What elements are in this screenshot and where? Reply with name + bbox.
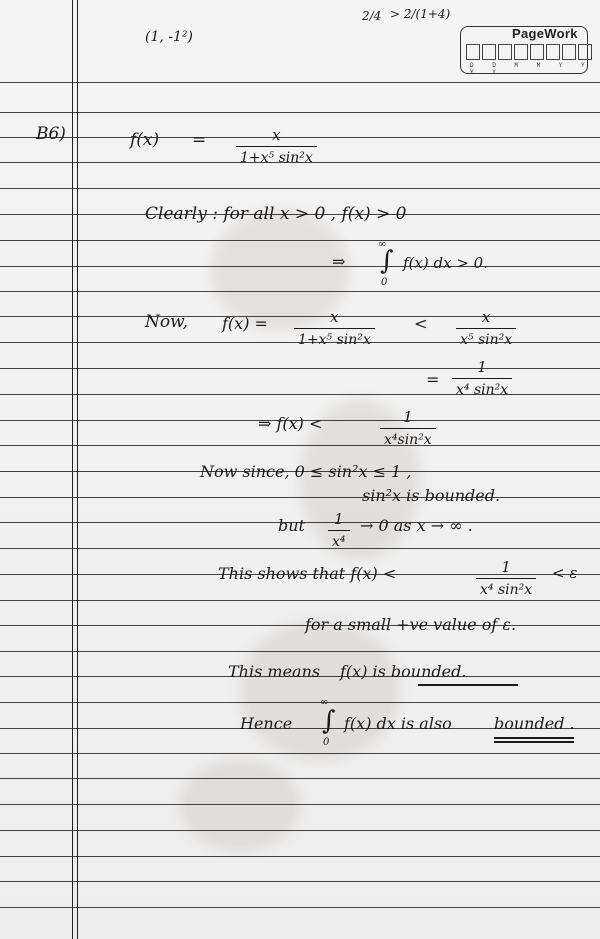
fraction-numerator: 1 <box>501 558 511 576</box>
date-cell <box>546 44 560 60</box>
fraction-numerator: 1 <box>477 358 487 376</box>
paper-stain <box>240 620 400 760</box>
ruled-line <box>0 651 600 652</box>
fraction-denominator: 1+x⁵ sin²x <box>298 332 371 348</box>
fraction <box>380 408 436 448</box>
date-cell <box>514 44 528 60</box>
paper-stain <box>180 760 300 850</box>
ruled-line <box>0 548 600 549</box>
fraction <box>476 558 536 598</box>
less-than-epsilon: < ε <box>552 564 578 582</box>
fraction-numerator: x <box>481 308 491 326</box>
margin-line <box>77 0 78 939</box>
hence-label: Hence <box>240 714 293 733</box>
date-cell <box>482 44 496 60</box>
fraction <box>294 308 375 348</box>
integral-sign: ∫ <box>380 246 394 276</box>
top-right-scribble-left: 2/4 <box>362 9 382 23</box>
bounded-word: bounded . <box>494 714 575 733</box>
fx-equals: f(x) = <box>222 314 268 333</box>
implies-arrow: ⇒ <box>332 252 346 271</box>
ruled-line <box>0 240 600 241</box>
question-label: B6) <box>36 124 66 144</box>
clearly-statement: Clearly : for all x > 0 , f(x) > 0 <box>145 204 407 224</box>
integral-upper-limit: ∞ <box>320 697 329 708</box>
underline <box>418 684 518 686</box>
limit-statement: → 0 as x → ∞ . <box>360 516 473 535</box>
top-right-scribble-right: > 2/(1+4) <box>390 7 451 21</box>
ruled-line <box>0 291 600 292</box>
ruled-line <box>0 600 600 601</box>
shows-that-statement: This shows that f(x) < <box>218 564 397 583</box>
ruled-line <box>0 82 600 83</box>
now-label: Now, <box>145 312 189 332</box>
equals-sign: = <box>426 370 440 389</box>
less-than: < <box>414 314 428 333</box>
fraction-denominator: x⁴ sin²x <box>480 582 533 598</box>
ruled-line <box>0 856 600 857</box>
integral-expression: f(x) dx > 0. <box>403 254 488 272</box>
ruled-line <box>0 753 600 754</box>
fraction-denominator: x⁴sin²x <box>384 432 432 448</box>
this-means-label: This means <box>228 662 321 681</box>
underline <box>494 737 574 739</box>
fx-lhs: f(x) <box>130 130 160 150</box>
ruled-line <box>0 778 600 779</box>
fraction-numerator: x <box>330 308 339 326</box>
small-positive-statement: for a small +ve value of ε. <box>305 615 517 634</box>
ruled-line <box>0 804 600 805</box>
now-since-statement: Now since, 0 ≤ sin²x ≤ 1 , <box>200 462 412 481</box>
integral-lower-limit: 0 <box>323 737 330 748</box>
fraction-numerator: 1 <box>403 408 413 426</box>
brand-logo: PageWork <box>512 26 578 41</box>
fraction <box>236 126 317 166</box>
ruled-line <box>0 830 600 831</box>
underline <box>494 741 574 743</box>
implies-fx-lt: ⇒ f(x) < <box>258 414 323 433</box>
integral-sign: ∫ <box>322 706 336 736</box>
integral-bounded-statement: f(x) dx is also <box>344 714 452 733</box>
date-labels: D D M M Y Y Y Y <box>470 62 593 76</box>
date-cell <box>530 44 544 60</box>
integral-lower-limit: 0 <box>381 277 388 288</box>
ruled-line <box>0 266 600 267</box>
margin-line <box>72 0 73 939</box>
fraction-denominator: x⁴ <box>332 534 346 550</box>
fraction <box>328 510 350 550</box>
equals-sign: = <box>192 130 207 150</box>
ruled-line <box>0 881 600 882</box>
ruled-line <box>0 497 600 498</box>
date-cells <box>466 44 592 60</box>
fraction-denominator: 1+x⁵ sin²x <box>240 150 313 166</box>
fraction-numerator: 1 <box>333 510 344 528</box>
fraction-denominator: x⁵ sin²x <box>460 332 513 348</box>
top-scribble: (1, -1²) <box>145 29 193 45</box>
ruled-line <box>0 188 600 189</box>
bounded-statement: sin²x is bounded. <box>362 486 501 505</box>
ruled-line <box>0 445 600 446</box>
fraction <box>452 358 512 398</box>
fx-bounded-statement: f(x) is bounded. <box>340 662 467 681</box>
date-cell <box>466 44 480 60</box>
date-cell <box>498 44 512 60</box>
fraction-numerator: x <box>272 126 281 144</box>
ruled-line <box>0 907 600 908</box>
date-cell <box>562 44 576 60</box>
fraction-denominator: x⁴ sin²x <box>456 382 509 398</box>
integral-upper-limit: ∞ <box>378 239 387 250</box>
but-label: but <box>278 516 305 535</box>
fraction <box>456 308 516 348</box>
date-cell <box>578 44 592 60</box>
ruled-line <box>0 112 600 113</box>
ruled-line <box>0 702 600 703</box>
